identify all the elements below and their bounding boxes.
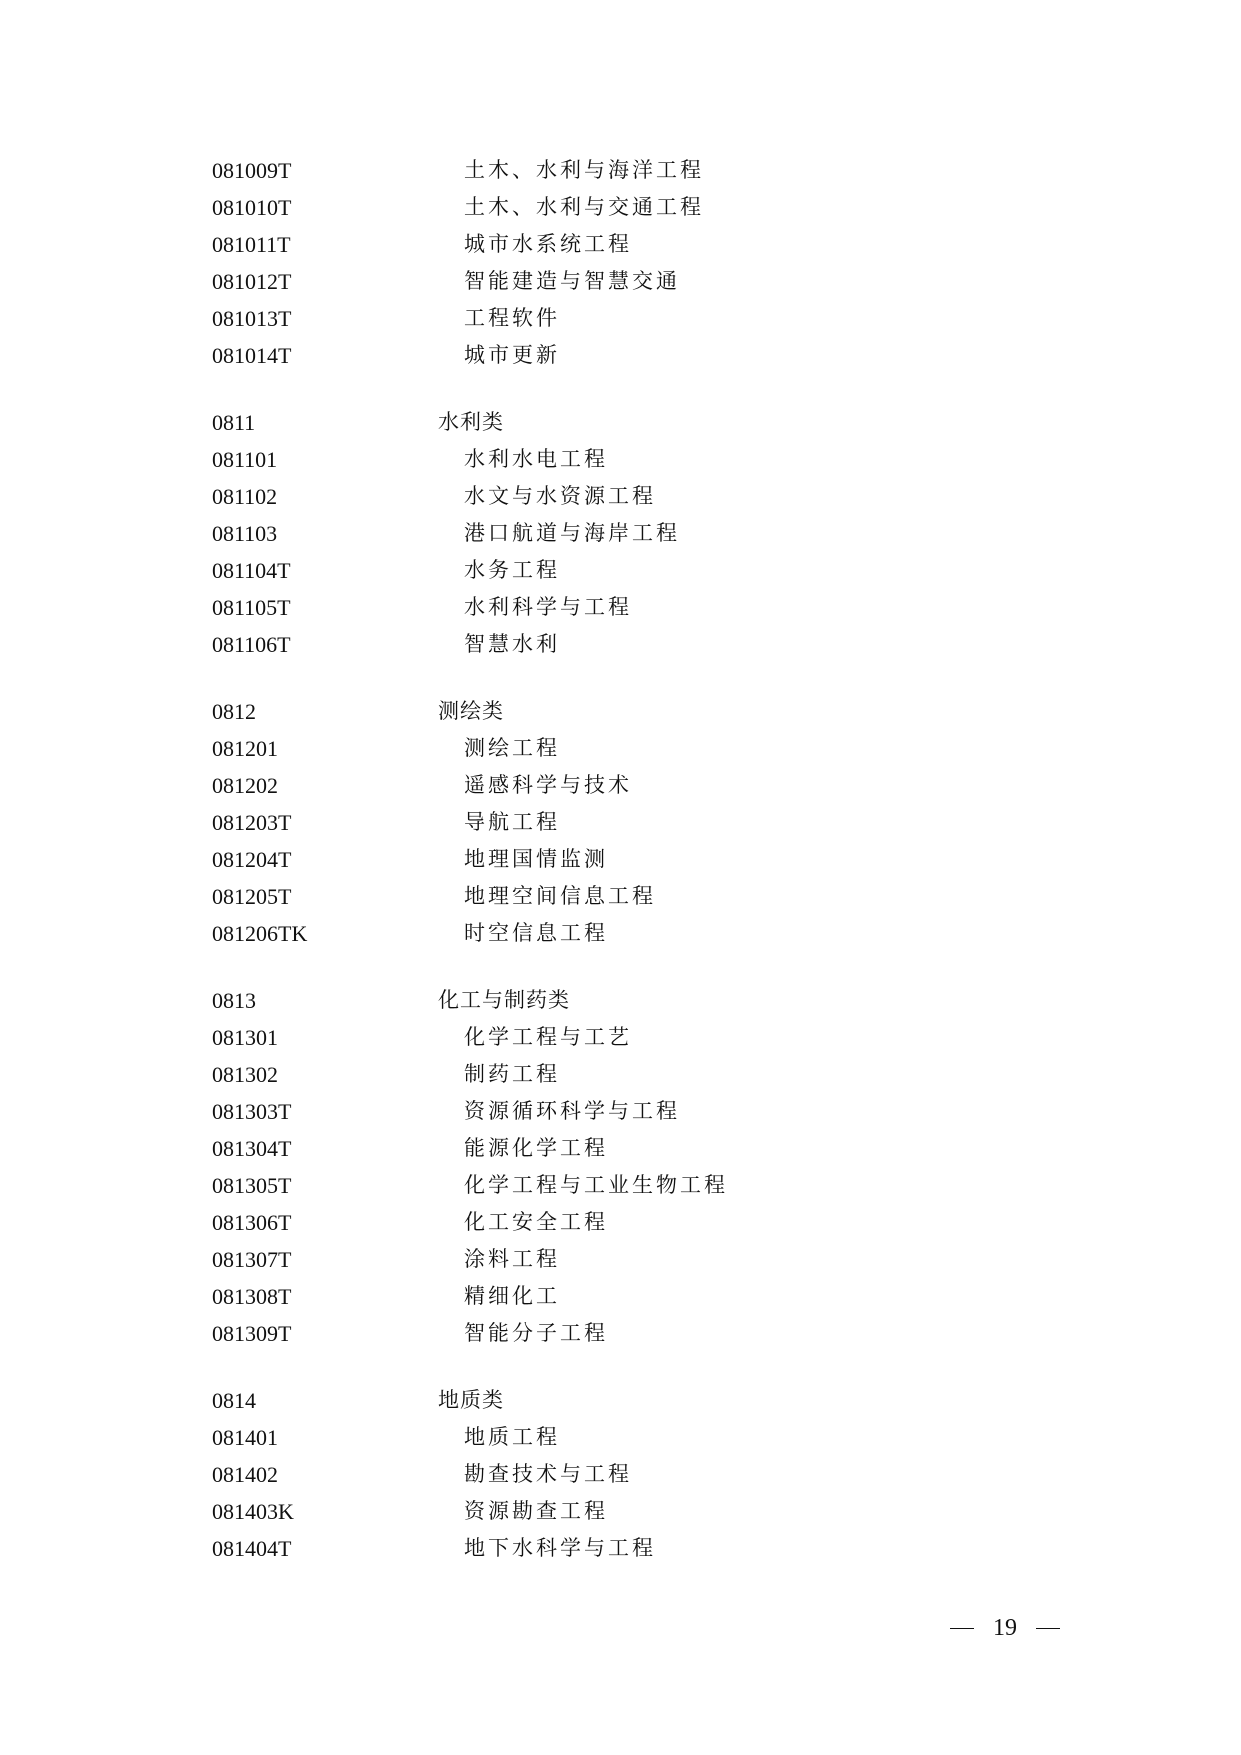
major-row xyxy=(212,1493,1112,1530)
dash-right xyxy=(1036,1628,1060,1629)
major-name: 涂料工程 xyxy=(464,1247,560,1271)
major-name: 城市水系统工程 xyxy=(464,232,632,256)
major-code: 081307T xyxy=(212,1247,292,1272)
major-code: 081403K xyxy=(212,1499,294,1524)
category-code: 0814 xyxy=(212,1388,256,1413)
major-row xyxy=(212,1456,1112,1493)
major-code: 081301 xyxy=(212,1025,278,1050)
section-0814 xyxy=(212,1382,1112,1567)
major-row xyxy=(212,441,1112,478)
major-row xyxy=(212,552,1112,589)
category-name: 测绘类 xyxy=(438,699,504,723)
major-row xyxy=(212,1530,1112,1567)
major-code: 081205T xyxy=(212,884,292,909)
major-row xyxy=(212,1167,1112,1204)
major-name: 土木、水利与交通工程 xyxy=(464,195,704,219)
major-name: 土木、水利与海洋工程 xyxy=(464,158,704,182)
major-row xyxy=(212,589,1112,626)
major-code: 081308T xyxy=(212,1284,292,1309)
major-row xyxy=(212,1241,1112,1278)
category-row xyxy=(212,982,1112,1019)
major-name: 水利水电工程 xyxy=(464,447,608,471)
category-name: 水利类 xyxy=(438,410,504,434)
category-row xyxy=(212,1382,1112,1419)
major-name: 导航工程 xyxy=(464,810,560,834)
category-row xyxy=(212,693,1112,730)
major-row xyxy=(212,1419,1112,1456)
major-name: 制药工程 xyxy=(464,1062,560,1086)
section-0810-continued xyxy=(212,152,1112,374)
major-code: 081305T xyxy=(212,1173,292,1198)
major-name: 精细化工 xyxy=(464,1284,560,1308)
major-row xyxy=(212,1204,1112,1241)
major-name: 地质工程 xyxy=(464,1425,560,1449)
category-code: 0812 xyxy=(212,699,256,724)
major-name: 测绘工程 xyxy=(464,736,560,760)
major-row xyxy=(212,1130,1112,1167)
major-code: 081106T xyxy=(212,632,291,657)
major-row xyxy=(212,478,1112,515)
major-code: 081201 xyxy=(212,736,278,761)
major-code: 081012T xyxy=(212,269,292,294)
major-name: 城市更新 xyxy=(464,343,560,367)
category-code: 0813 xyxy=(212,988,256,1013)
category-name: 化工与制药类 xyxy=(438,988,570,1012)
major-row xyxy=(212,515,1112,552)
major-code: 081203T xyxy=(212,810,292,835)
category-row xyxy=(212,404,1112,441)
major-name: 遥感科学与技术 xyxy=(464,773,632,797)
section-0811 xyxy=(212,404,1112,663)
major-name: 港口航道与海岸工程 xyxy=(464,521,680,545)
major-row xyxy=(212,841,1112,878)
major-name: 时空信息工程 xyxy=(464,921,608,945)
major-name: 能源化学工程 xyxy=(464,1136,608,1160)
major-code: 081202 xyxy=(212,773,278,798)
major-row xyxy=(212,263,1112,300)
major-row xyxy=(212,152,1112,189)
major-name: 地理空间信息工程 xyxy=(464,884,656,908)
major-name: 水文与水资源工程 xyxy=(464,484,656,508)
major-code: 081309T xyxy=(212,1321,292,1346)
major-row xyxy=(212,804,1112,841)
major-row xyxy=(212,1315,1112,1352)
major-row xyxy=(212,878,1112,915)
section-0812 xyxy=(212,693,1112,952)
category-code: 0811 xyxy=(212,410,256,435)
major-code: 081010T xyxy=(212,195,292,220)
major-code: 081401 xyxy=(212,1425,278,1450)
major-name: 智能建造与智慧交通 xyxy=(464,269,680,293)
major-name: 智慧水利 xyxy=(464,632,560,656)
major-row xyxy=(212,1056,1112,1093)
section-0813 xyxy=(212,982,1112,1352)
major-code: 081009T xyxy=(212,158,292,183)
dash-left xyxy=(950,1628,974,1629)
major-code: 081103 xyxy=(212,521,278,546)
major-name: 化学工程与工艺 xyxy=(464,1025,632,1049)
major-name: 资源勘查工程 xyxy=(464,1499,608,1523)
major-code: 081302 xyxy=(212,1062,278,1087)
major-name: 化学工程与工业生物工程 xyxy=(464,1173,728,1197)
major-code: 081105T xyxy=(212,595,291,620)
major-row xyxy=(212,1278,1112,1315)
major-code: 081011T xyxy=(212,232,291,257)
major-code: 081303T xyxy=(212,1099,292,1124)
major-code: 081013T xyxy=(212,306,292,331)
major-row xyxy=(212,226,1112,263)
major-row xyxy=(212,730,1112,767)
major-code: 081101 xyxy=(212,447,278,472)
major-name: 水务工程 xyxy=(464,558,560,582)
major-name: 资源循环科学与工程 xyxy=(464,1099,680,1123)
major-name: 地下水科学与工程 xyxy=(464,1536,656,1560)
page-number-value: 19 xyxy=(993,1615,1017,1641)
major-row xyxy=(212,626,1112,663)
major-code: 081014T xyxy=(212,343,292,368)
major-code: 081206TK xyxy=(212,921,308,946)
major-row xyxy=(212,1019,1112,1056)
major-name: 地理国情监测 xyxy=(464,847,608,871)
major-code: 081304T xyxy=(212,1136,292,1161)
major-code: 081402 xyxy=(212,1462,278,1487)
major-row xyxy=(212,767,1112,804)
major-catalog-list xyxy=(212,152,1112,1567)
major-name: 化工安全工程 xyxy=(464,1210,608,1234)
category-name: 地质类 xyxy=(438,1388,504,1412)
major-row xyxy=(212,189,1112,226)
major-name: 水利科学与工程 xyxy=(464,595,632,619)
major-code: 081104T xyxy=(212,558,291,583)
major-name: 勘查技术与工程 xyxy=(464,1462,632,1486)
major-name: 工程软件 xyxy=(464,306,560,330)
major-row xyxy=(212,300,1112,337)
major-row xyxy=(212,1093,1112,1130)
major-code: 081204T xyxy=(212,847,292,872)
major-row xyxy=(212,337,1112,374)
major-code: 081306T xyxy=(212,1210,292,1235)
major-code: 081102 xyxy=(212,484,278,509)
major-code: 081404T xyxy=(212,1536,292,1561)
major-row xyxy=(212,915,1112,952)
page-number xyxy=(950,1615,1060,1642)
major-name: 智能分子工程 xyxy=(464,1321,608,1345)
